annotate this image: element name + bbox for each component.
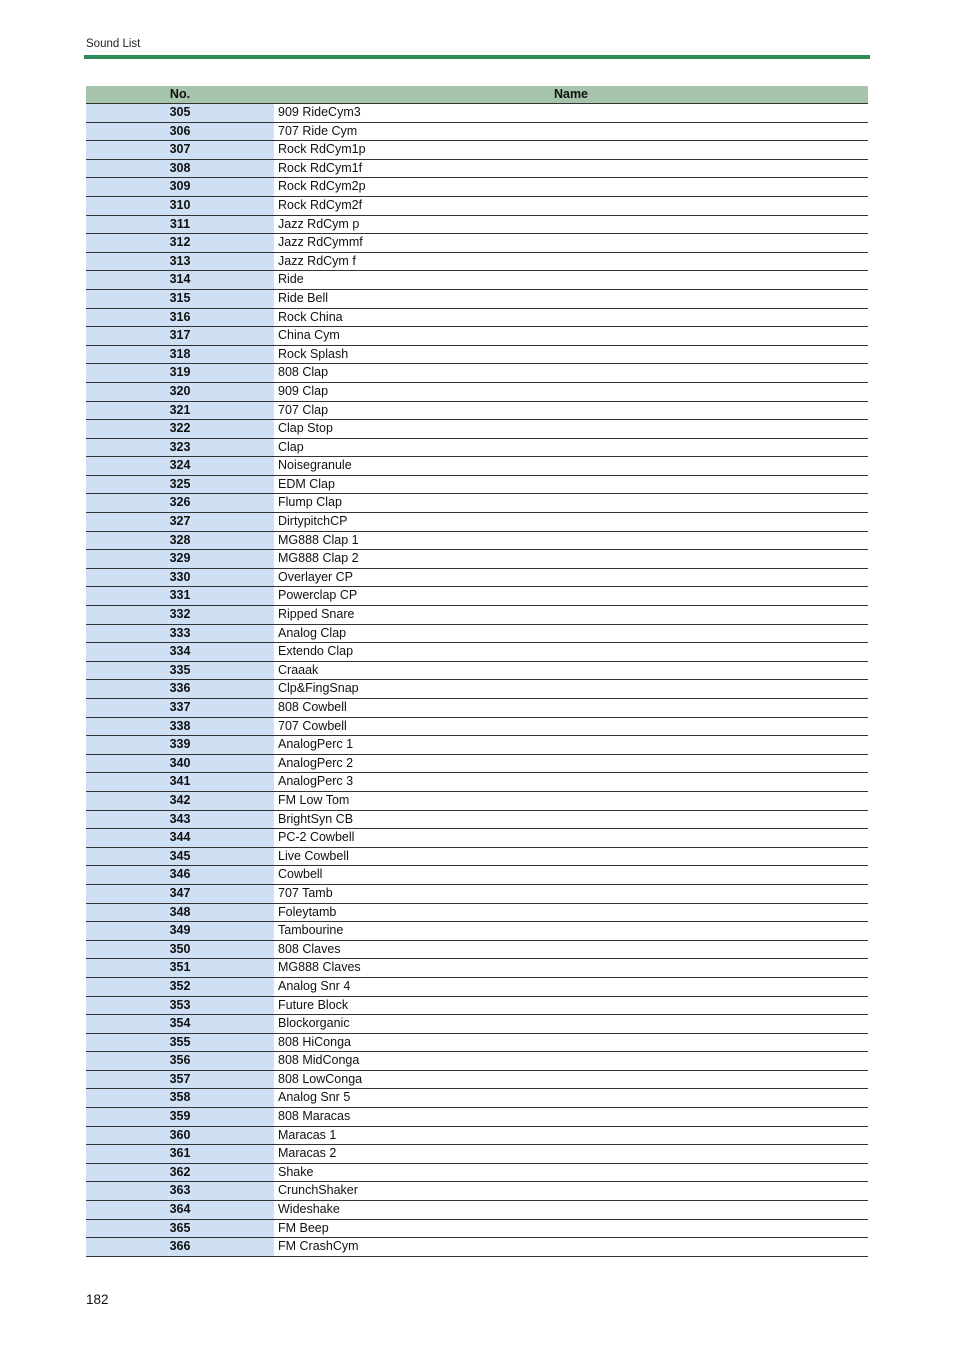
table-row [86, 271, 868, 290]
sound-name: DirtypitchCP [274, 513, 868, 532]
table-row [86, 606, 868, 625]
sound-name: Jazz RdCym p [274, 215, 868, 234]
sound-number: 333 [86, 624, 274, 643]
table-row [86, 196, 868, 215]
table-row [86, 1033, 868, 1052]
sound-number: 354 [86, 1015, 274, 1034]
sound-name: China Cym [274, 327, 868, 346]
sound-number: 358 [86, 1089, 274, 1108]
sound-number: 305 [86, 104, 274, 123]
sound-number: 309 [86, 178, 274, 197]
sound-number: 350 [86, 940, 274, 959]
sound-number: 346 [86, 866, 274, 885]
table-row [86, 680, 868, 699]
sound-number: 348 [86, 903, 274, 922]
table-row [86, 568, 868, 587]
page-number: 182 [86, 1292, 109, 1307]
sound-name: FM CrashCym [274, 1238, 868, 1257]
sound-name: 808 Maracas [274, 1108, 868, 1127]
sound-name: Wideshake [274, 1201, 868, 1220]
sound-number: 314 [86, 271, 274, 290]
table-row [86, 1126, 868, 1145]
sound-number: 315 [86, 289, 274, 308]
sound-number: 310 [86, 196, 274, 215]
sound-number: 344 [86, 829, 274, 848]
table-row [86, 513, 868, 532]
sound-name: Ride [274, 271, 868, 290]
table-row [86, 587, 868, 606]
sound-number: 311 [86, 215, 274, 234]
sound-name: FM Beep [274, 1219, 868, 1238]
sound-name: Blockorganic [274, 1015, 868, 1034]
table-row [86, 215, 868, 234]
table-row [86, 252, 868, 271]
sound-name: MG888 Clap 2 [274, 550, 868, 569]
sound-name: Maracas 1 [274, 1126, 868, 1145]
sound-name: Noisegranule [274, 457, 868, 476]
sound-number: 330 [86, 568, 274, 587]
sound-name: Tambourine [274, 922, 868, 941]
sound-number: 316 [86, 308, 274, 327]
sound-name: Clap Stop [274, 420, 868, 439]
sound-number: 347 [86, 884, 274, 903]
table-row [86, 308, 868, 327]
sound-name: 808 MidConga [274, 1052, 868, 1071]
sound-name: 808 Cowbell [274, 699, 868, 718]
sound-number: 308 [86, 159, 274, 178]
column-header-name: Name [274, 86, 868, 104]
table-row [86, 643, 868, 662]
table-row [86, 791, 868, 810]
sound-number: 318 [86, 345, 274, 364]
sound-number: 317 [86, 327, 274, 346]
sound-name: Powerclap CP [274, 587, 868, 606]
table-row [86, 959, 868, 978]
sound-name: Live Cowbell [274, 847, 868, 866]
table-row [86, 364, 868, 383]
table-row [86, 159, 868, 178]
sound-number: 319 [86, 364, 274, 383]
sound-number: 322 [86, 420, 274, 439]
sound-name: Jazz RdCym f [274, 252, 868, 271]
sound-number: 334 [86, 643, 274, 662]
sound-number: 313 [86, 252, 274, 271]
sound-name: Overlayer CP [274, 568, 868, 587]
table-row [86, 550, 868, 569]
table-row [86, 1163, 868, 1182]
table-row [86, 1219, 868, 1238]
table-row [86, 717, 868, 736]
table-row [86, 141, 868, 160]
sound-name: Flump Clap [274, 494, 868, 513]
table-row [86, 624, 868, 643]
sound-number: 339 [86, 736, 274, 755]
sound-name: Maracas 2 [274, 1145, 868, 1164]
sound-name: CrunchShaker [274, 1182, 868, 1201]
sound-number: 351 [86, 959, 274, 978]
table-row [86, 903, 868, 922]
sound-number: 331 [86, 587, 274, 606]
sound-name: Clp&FingSnap [274, 680, 868, 699]
table-row [86, 1238, 868, 1257]
table-row [86, 773, 868, 792]
table-row [86, 104, 868, 123]
sound-number: 357 [86, 1070, 274, 1089]
header-divider [84, 55, 870, 59]
sound-name: 808 Clap [274, 364, 868, 383]
sound-number: 320 [86, 382, 274, 401]
sound-name: Rock RdCym2f [274, 196, 868, 215]
table-row [86, 829, 868, 848]
sound-name: AnalogPerc 2 [274, 754, 868, 773]
table-body [86, 104, 868, 1257]
column-header-number: No. [86, 86, 274, 104]
sound-list-table [86, 86, 868, 1257]
sound-name: 808 LowConga [274, 1070, 868, 1089]
sound-name: Ride Bell [274, 289, 868, 308]
table-row [86, 996, 868, 1015]
sound-name: Shake [274, 1163, 868, 1182]
sound-name: 909 Clap [274, 382, 868, 401]
sound-name: Cowbell [274, 866, 868, 885]
sound-name: Clap [274, 438, 868, 457]
sound-number: 324 [86, 457, 274, 476]
sound-name: Rock RdCym1p [274, 141, 868, 160]
sound-number: 341 [86, 773, 274, 792]
table-row [86, 810, 868, 829]
sound-number: 340 [86, 754, 274, 773]
sound-number: 359 [86, 1108, 274, 1127]
sound-name: Rock RdCym1f [274, 159, 868, 178]
table-row [86, 661, 868, 680]
sound-number: 364 [86, 1201, 274, 1220]
table-row [86, 1070, 868, 1089]
sound-name: Future Block [274, 996, 868, 1015]
table-row [86, 866, 868, 885]
sound-number: 365 [86, 1219, 274, 1238]
sound-number: 353 [86, 996, 274, 1015]
sound-number: 343 [86, 810, 274, 829]
table-row [86, 977, 868, 996]
table-row [86, 494, 868, 513]
sound-number: 326 [86, 494, 274, 513]
table-row [86, 754, 868, 773]
sound-name: MG888 Claves [274, 959, 868, 978]
sound-name: 808 HiConga [274, 1033, 868, 1052]
sound-name: FM Low Tom [274, 791, 868, 810]
sound-number: 356 [86, 1052, 274, 1071]
table-row [86, 1052, 868, 1071]
table-row [86, 940, 868, 959]
sound-name: AnalogPerc 3 [274, 773, 868, 792]
sound-name: Jazz RdCymmf [274, 234, 868, 253]
sound-number: 329 [86, 550, 274, 569]
sound-name: 707 Clap [274, 401, 868, 420]
sound-name: Rock China [274, 308, 868, 327]
sound-number: 363 [86, 1182, 274, 1201]
table-row [86, 457, 868, 476]
sound-name: Analog Clap [274, 624, 868, 643]
sound-name: Craaak [274, 661, 868, 680]
table-row [86, 1145, 868, 1164]
sound-number: 361 [86, 1145, 274, 1164]
sound-name: Analog Snr 4 [274, 977, 868, 996]
table-row [86, 234, 868, 253]
sound-list-table-container [86, 86, 868, 1257]
sound-number: 306 [86, 122, 274, 141]
sound-number: 345 [86, 847, 274, 866]
sound-name: Foleytamb [274, 903, 868, 922]
sound-name: PC-2 Cowbell [274, 829, 868, 848]
sound-number: 352 [86, 977, 274, 996]
table-row [86, 345, 868, 364]
table-row [86, 382, 868, 401]
table-row [86, 475, 868, 494]
sound-name: 707 Tamb [274, 884, 868, 903]
table-row [86, 847, 868, 866]
sound-name: 707 Cowbell [274, 717, 868, 736]
sound-name: Extendo Clap [274, 643, 868, 662]
table-row [86, 1089, 868, 1108]
sound-number: 362 [86, 1163, 274, 1182]
table-row [86, 922, 868, 941]
table-row [86, 438, 868, 457]
sound-name: MG888 Clap 1 [274, 531, 868, 550]
sound-number: 360 [86, 1126, 274, 1145]
sound-number: 366 [86, 1238, 274, 1257]
table-row [86, 420, 868, 439]
sound-name: BrightSyn CB [274, 810, 868, 829]
sound-number: 332 [86, 606, 274, 625]
table-row [86, 1182, 868, 1201]
sound-number: 338 [86, 717, 274, 736]
table-row [86, 122, 868, 141]
sound-name: Analog Snr 5 [274, 1089, 868, 1108]
sound-number: 349 [86, 922, 274, 941]
sound-number: 312 [86, 234, 274, 253]
sound-name: 808 Claves [274, 940, 868, 959]
sound-number: 323 [86, 438, 274, 457]
table-row [86, 401, 868, 420]
sound-name: 909 RideCym3 [274, 104, 868, 123]
table-row [86, 327, 868, 346]
table-row [86, 1201, 868, 1220]
sound-number: 337 [86, 699, 274, 718]
sound-name: Ripped Snare [274, 606, 868, 625]
table-row [86, 884, 868, 903]
section-title: Sound List [86, 38, 141, 50]
sound-number: 307 [86, 141, 274, 160]
table-header-row [86, 86, 868, 104]
sound-number: 335 [86, 661, 274, 680]
sound-name: EDM Clap [274, 475, 868, 494]
sound-number: 327 [86, 513, 274, 532]
sound-number: 355 [86, 1033, 274, 1052]
sound-name: AnalogPerc 1 [274, 736, 868, 755]
table-row [86, 699, 868, 718]
sound-number: 336 [86, 680, 274, 699]
sound-name: Rock Splash [274, 345, 868, 364]
table-row [86, 736, 868, 755]
sound-number: 321 [86, 401, 274, 420]
sound-number: 325 [86, 475, 274, 494]
table-row [86, 531, 868, 550]
sound-name: 707 Ride Cym [274, 122, 868, 141]
sound-number: 342 [86, 791, 274, 810]
sound-number: 328 [86, 531, 274, 550]
table-row [86, 1108, 868, 1127]
sound-name: Rock RdCym2p [274, 178, 868, 197]
table-row [86, 289, 868, 308]
table-row [86, 1015, 868, 1034]
table-row [86, 178, 868, 197]
